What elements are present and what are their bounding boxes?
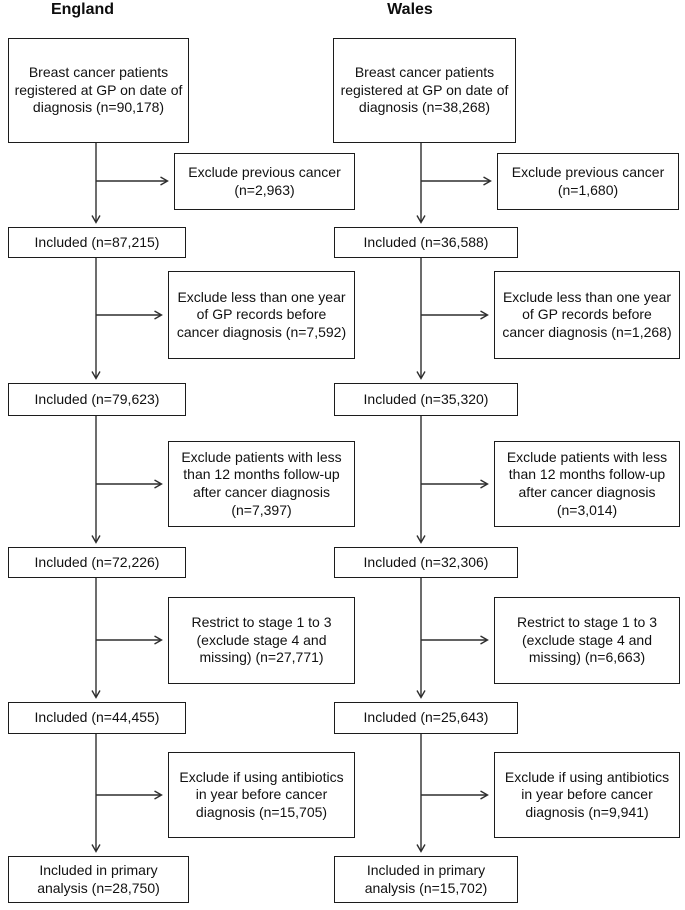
wales-exclude-4-box: Restrict to stage 1 to 3 (exclude stage 4 and missing) (n=6,663) (494, 597, 680, 684)
wales-exclude-5-box: Exclude if using antibiotics in year before cancer diagnosis (n=9,941) (494, 752, 680, 838)
england-exclude-3-box: Exclude patients with less than 12 months follow-up after cancer diagnosis (n=7,397) (168, 441, 355, 527)
column-header-england: England (50, 1, 115, 18)
england-exclude-4-box: Restrict to stage 1 to 3 (exclude stage 4 and missing) (n=27,771) (168, 597, 355, 684)
england-included-3-box: Included (n=72,226) (8, 547, 186, 578)
wales-included-4-box: Included (n=25,643) (334, 702, 518, 734)
england-included-1-box: Included (n=87,215) (8, 227, 186, 258)
wales-included-1-box: Included (n=36,588) (334, 227, 518, 258)
wales-included-3-box: Included (n=32,306) (334, 547, 518, 578)
england-included-2-box: Included (n=79,623) (8, 383, 186, 416)
wales-final-box: Included in primary analysis (n=15,702) (334, 856, 518, 903)
england-included-4-box: Included (n=44,455) (8, 702, 186, 734)
england-final-box: Included in primary analysis (n=28,750) (8, 856, 189, 903)
england-exclude-2-box: Exclude less than one year of GP records before cancer diagnosis (n=7,592) (168, 271, 355, 359)
column-header-wales: Wales (387, 1, 433, 18)
england-exclude-5-box: Exclude if using antibiotics in year before cancer diagnosis (n=15,705) (168, 752, 355, 838)
wales-included-2-box: Included (n=35,320) (334, 383, 518, 416)
wales-exclude-1-box: Exclude previous cancer (n=1,680) (497, 153, 679, 210)
england-start-box: Breast cancer patients registered at GP on date of diagnosis (n=90,178) (8, 38, 189, 143)
england-exclude-1-box: Exclude previous cancer (n=2,963) (174, 153, 355, 210)
wales-exclude-3-box: Exclude patients with less than 12 months follow-up after cancer diagnosis (n=3,014) (494, 441, 680, 527)
wales-exclude-2-box: Exclude less than one year of GP records before cancer diagnosis (n=1,268) (494, 271, 680, 359)
wales-start-box: Breast cancer patients registered at GP on date of diagnosis (n=38,268) (333, 38, 516, 143)
